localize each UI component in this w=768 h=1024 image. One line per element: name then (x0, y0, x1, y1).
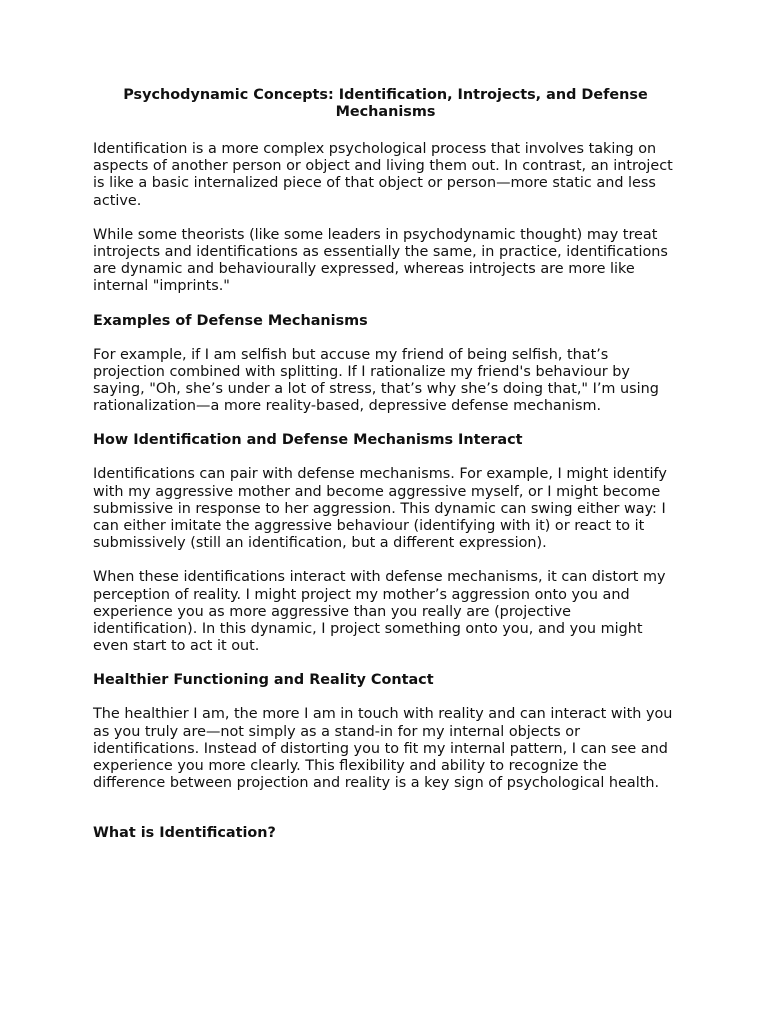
section-paragraph: For example, if I am selfish but accuse my friend of being selfish, that’s projection combined with splitting. If I rationalize my friend's behaviour by saying, "Oh, she’s under a lot of stress, that’s why she’s doing that," I’m using rationalization—a more reality-based, depressive defense mechanism. (93, 346, 659, 415)
section-defense-examples (93, 313, 678, 416)
section-heading: What is Identification? (93, 825, 276, 842)
document-title: Psychodynamic Concepts: Identification, Introjects, and Defense Mechanisms (123, 87, 648, 120)
section-paragraph: The healthier I am, the more I am in touch with reality and can interact with you as you truly are—not simply as a stand-in for my internal objects or identifications. Instead of distorting you to fit my internal pattern, I can see and experience you more clearly. This flexibility and ability to recognize the difference between projection and reality is a key sign of psychological health. (93, 706, 673, 792)
section-paragraph: Identifications can pair with defense mechanisms. For example, I might identify with my aggressive mother and become aggressive myself, or I might become submissive in response to her aggression. This dynamic can swing either way: I can either imitate the aggressive behaviour (identifying with it) or react to it submissively (still an identification, but a different expression). (93, 466, 667, 552)
intro-paragraph-theorists: While some theorists (like some leaders in psychodynamic thought) may treat introjects and identifications as essentially the same, in practice, identifications are dynamic and behaviourally expressed, whereas introjects are more like internal "imprints." (93, 226, 668, 295)
section-heading: How Identification and Defense Mechanisms Interact (93, 432, 523, 449)
section-paragraph: When these identifications interact with defense mechanisms, it can distort my perception of reality. I might project my mother’s aggression onto you and experience you as more aggressive than you really are (projective identification). In this dynamic, I project something onto you, and you might even start to act it out. (93, 569, 666, 655)
section-heading: Examples of Defense Mechanisms (93, 312, 368, 329)
document-page (93, 87, 678, 859)
intro-paragraph-identification: Identification is a more complex psychological process that involves taking on aspects of another person or object and living them out. In contrast, an introject is like a basic internalized piece of that object or person—more static and less active. (93, 141, 673, 209)
section-healthier-functioning (93, 672, 678, 792)
section-heading: Healthier Functioning and Reality Contact (93, 672, 434, 689)
section-what-is-identification (93, 825, 678, 842)
section-identification-defense-interaction (93, 432, 678, 655)
